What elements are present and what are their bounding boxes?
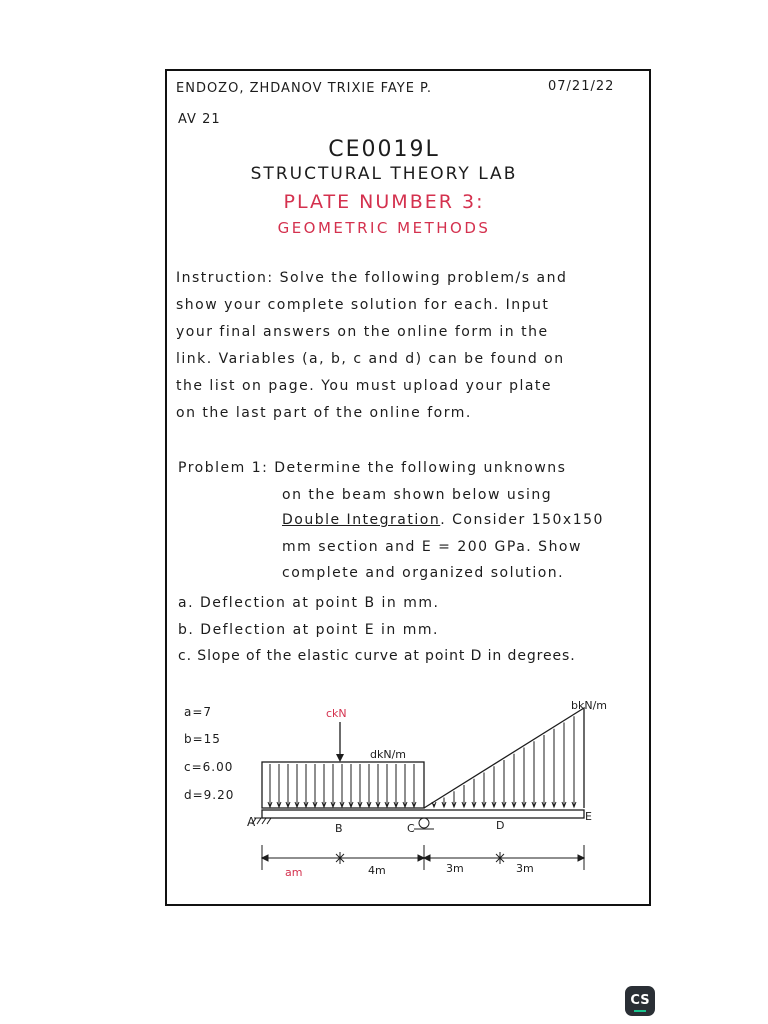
variable-d: d=9.20 bbox=[184, 788, 235, 802]
problem-line-2: on the beam shown below using bbox=[282, 487, 553, 503]
udl-label: dkN/m bbox=[370, 748, 407, 761]
dimension-line bbox=[262, 845, 584, 870]
course-name: STRUCTURAL THEORY LAB bbox=[250, 164, 518, 184]
instruction-line-4: link. Variables (a, b, c and d) can be found on bbox=[176, 351, 565, 367]
course-code: CE0019L bbox=[328, 137, 440, 162]
instruction-line-3: your final answers on the online form in the bbox=[176, 324, 549, 340]
instruction-line-5: the list on page. You must upload your plate bbox=[176, 378, 553, 394]
span-label-4m: 4m bbox=[368, 864, 386, 877]
method-underlined: Double Integration bbox=[282, 512, 441, 528]
question-a: a. Deflection at point B in mm. bbox=[178, 595, 440, 611]
point-label-d: D bbox=[496, 819, 505, 832]
variable-a: a=7 bbox=[184, 705, 213, 719]
span-label-3m-2: 3m bbox=[516, 862, 534, 875]
problem-line-5: complete and organized solution. bbox=[282, 565, 565, 581]
variable-c: c=6.00 bbox=[184, 760, 234, 774]
point-label-c: C bbox=[407, 822, 415, 835]
question-c: c. Slope of the elastic curve at point D in degrees. bbox=[178, 648, 576, 664]
question-b: b. Deflection at point E in mm. bbox=[178, 622, 439, 638]
point-label-a: A bbox=[247, 815, 256, 829]
camscanner-logo: CS bbox=[625, 986, 655, 1016]
instruction-line-2: show your complete solution for each. Input bbox=[176, 297, 550, 313]
instruction-line-1: Instruction: Solve the following problem/s and bbox=[176, 270, 568, 286]
span-label-3m-1: 3m bbox=[446, 862, 464, 875]
problem-line-1: Problem 1: Determine the following unknowns bbox=[178, 460, 567, 476]
date: 07/21/22 bbox=[548, 79, 615, 94]
triangle-load-label: bkN/m bbox=[571, 699, 608, 712]
support-c-roller bbox=[414, 818, 434, 829]
point-label-b: B bbox=[335, 822, 343, 835]
problem-line-4: mm section and E = 200 GPa. Show bbox=[282, 539, 582, 555]
udl-outline bbox=[262, 762, 424, 808]
span-label-am: am bbox=[285, 866, 303, 879]
point-label-e: E bbox=[585, 810, 592, 823]
triangle-load-arrows bbox=[432, 716, 576, 807]
beam bbox=[262, 810, 584, 818]
point-load-label: ckN bbox=[326, 707, 347, 720]
problem-line-3-rest: . Consider 150x150 bbox=[440, 512, 604, 528]
student-name: ENDOZO, ZHDANOV TRIXIE FAYE P. bbox=[176, 81, 432, 96]
support-a bbox=[252, 818, 274, 824]
udl-arrows bbox=[268, 764, 416, 807]
variable-b: b=15 bbox=[184, 732, 221, 746]
point-load-arrowhead bbox=[336, 754, 344, 762]
instruction-line-6: on the last part of the online form. bbox=[176, 405, 472, 421]
plate-number: PLATE NUMBER 3: bbox=[283, 191, 485, 213]
section: AV 21 bbox=[178, 112, 221, 127]
method-title: GEOMETRIC METHODS bbox=[277, 219, 491, 237]
